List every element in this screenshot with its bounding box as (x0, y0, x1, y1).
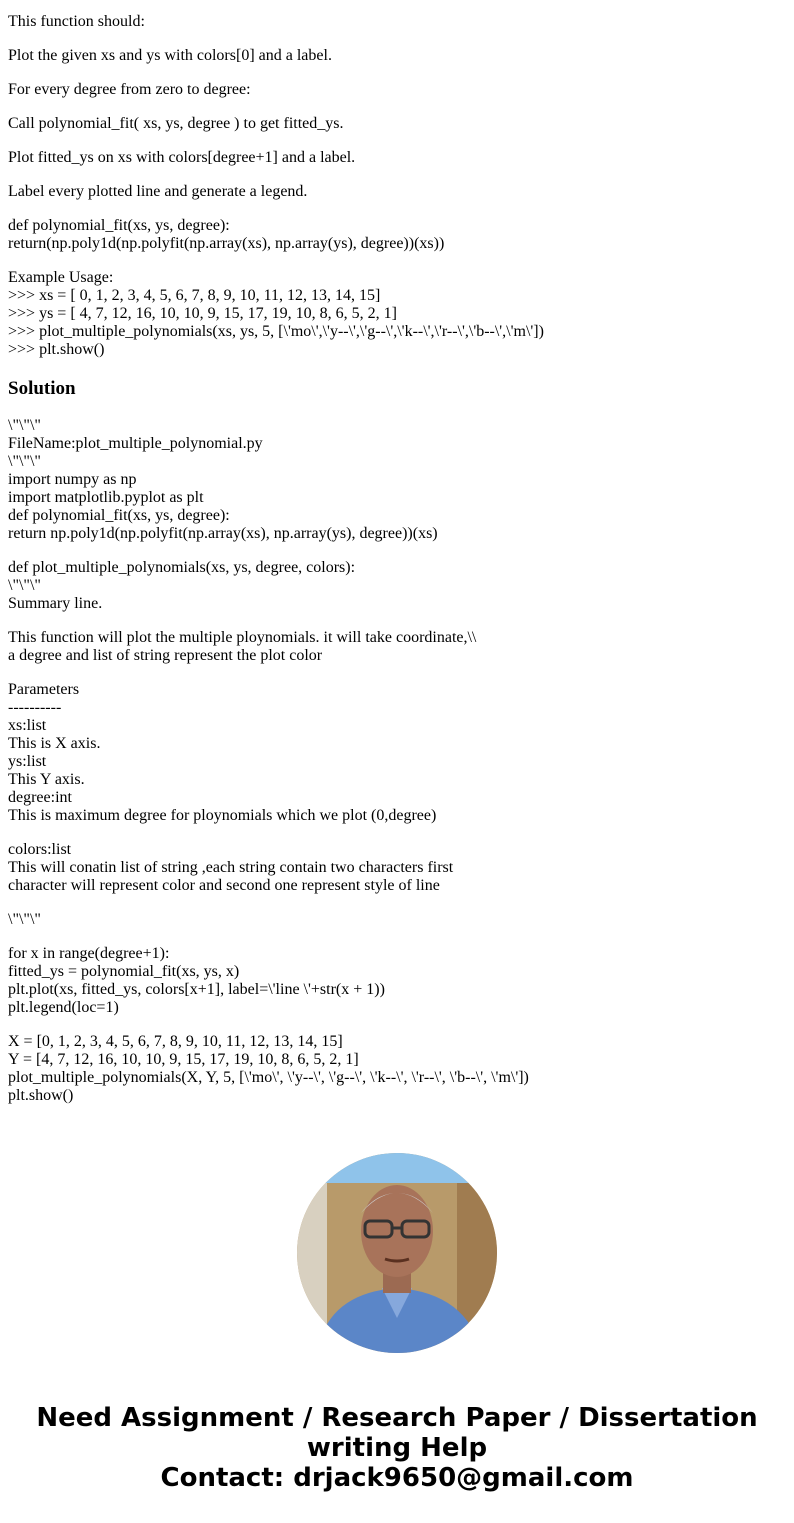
intro-paragraph (8, 149, 778, 167)
intro-paragraph (8, 183, 778, 201)
text-line: >>> ys = [ 4, 7, 12, 16, 10, 10, 9, 15, 17, 19, 10, 8, 6, 5, 2, 1] (8, 305, 397, 322)
text-line: return(np.poly1d(np.polyfit(np.array(xs), np.array(ys), degree))(xs)) (8, 235, 445, 252)
document-body (8, 13, 778, 1121)
text-line: Plot fitted_ys on xs with colors[degree+1] and a label. (8, 149, 356, 166)
text-line: \"\"\" (8, 453, 41, 470)
text-line: import matplotlib.pyplot as plt (8, 489, 204, 506)
promo-banner (0, 1403, 794, 1493)
text-line: a degree and list of string represent the plot color (8, 647, 323, 664)
text-line: Y = [4, 7, 12, 16, 10, 10, 9, 15, 17, 19, 10, 8, 6, 5, 2, 1] (8, 1051, 359, 1068)
text-line: Summary line. (8, 595, 103, 612)
text-line: >>> plt.show() (8, 341, 105, 358)
text-line: This function will plot the multiple ploynomials. it will take coordinate,\\ (8, 629, 477, 646)
text-line: Label every plotted line and generate a legend. (8, 183, 308, 200)
solution-paragraph (8, 1033, 778, 1105)
text-line: Call polynomial_fit( xs, ys, degree ) to get fitted_ys. (8, 115, 344, 132)
text-line: This Y axis. (8, 771, 85, 788)
text-line: character will represent color and second one represent style of line (8, 877, 440, 894)
intro-paragraph (8, 217, 778, 253)
text-line: return np.poly1d(np.polyfit(np.array(xs), np.array(ys), degree))(xs) (8, 525, 438, 542)
solution-paragraph (8, 911, 778, 929)
promo-line-2: writing Help (306, 1433, 488, 1463)
text-line: >>> plot_multiple_polynomials(xs, ys, 5, [\'mo\',\'y--\',\'g--\',\'k--\',\'r--\',\'b--\',\'m\']) (8, 323, 544, 340)
solution-paragraph (8, 841, 778, 895)
intro-paragraph (8, 13, 778, 31)
text-line: ---------- (8, 699, 62, 716)
solution-paragraph (8, 559, 778, 613)
solution-heading: Solution (8, 378, 76, 399)
solution-code (8, 417, 778, 1105)
text-line: FileName:plot_multiple_polynomial.py (8, 435, 263, 452)
text-line: This function should: (8, 13, 145, 30)
text-line: \"\"\" (8, 911, 41, 928)
solution-paragraph (8, 417, 778, 543)
text-line: \"\"\" (8, 417, 41, 434)
text-line: for x in range(degree+1): (8, 945, 170, 962)
intro-paragraph (8, 81, 778, 99)
text-line: plot_multiple_polynomials(X, Y, 5, [\'mo\', \'y--\', \'g--\', \'k--\', \'r--\', \'b--\', \'m\']) (8, 1069, 529, 1086)
text-line: import numpy as np (8, 471, 137, 488)
text-line: ys:list (8, 753, 47, 770)
text-line: plt.legend(loc=1) (8, 999, 119, 1016)
text-line: Example Usage: (8, 269, 114, 286)
text-line: >>> xs = [ 0, 1, 2, 3, 4, 5, 6, 7, 8, 9, 10, 11, 12, 13, 14, 15] (8, 287, 381, 304)
promo-line-1: Need Assignment / Research Paper / Dissertation (36, 1403, 758, 1433)
text-line: Parameters (8, 681, 80, 698)
text-line: plt.show() (8, 1087, 74, 1104)
text-line: For every degree from zero to degree: (8, 81, 251, 98)
text-line: xs:list (8, 717, 47, 734)
solution-paragraph (8, 681, 778, 825)
text-line: fitted_ys = polynomial_fit(xs, ys, x) (8, 963, 240, 980)
text-line: degree:int (8, 789, 72, 806)
text-line: def plot_multiple_polynomials(xs, ys, degree, colors): (8, 559, 356, 576)
text-line: colors:list (8, 841, 72, 858)
intro-paragraph (8, 47, 778, 65)
solution-paragraph (8, 629, 778, 665)
text-line: This is X axis. (8, 735, 101, 752)
text-line: \"\"\" (8, 577, 41, 594)
text-line: This is maximum degree for ploynomials which we plot (0,degree) (8, 807, 437, 824)
text-line: plt.plot(xs, fitted_ys, colors[x+1], label=\'line \'+str(x + 1)) (8, 981, 385, 998)
intro-paragraph (8, 115, 778, 133)
text-line: def polynomial_fit(xs, ys, degree): (8, 217, 230, 234)
question-text (8, 13, 778, 359)
text-line: Plot the given xs and ys with colors[0] and a label. (8, 47, 332, 64)
text-line: This will conatin list of string ,each string contain two characters first (8, 859, 454, 876)
text-line: def polynomial_fit(xs, ys, degree): (8, 507, 230, 524)
text-line: X = [0, 1, 2, 3, 4, 5, 6, 7, 8, 9, 10, 11, 12, 13, 14, 15] (8, 1033, 343, 1050)
author-avatar (297, 1153, 497, 1353)
solution-paragraph (8, 945, 778, 1017)
intro-paragraph (8, 269, 778, 359)
promo-contact: Contact: drjack9650@gmail.com (160, 1463, 634, 1493)
